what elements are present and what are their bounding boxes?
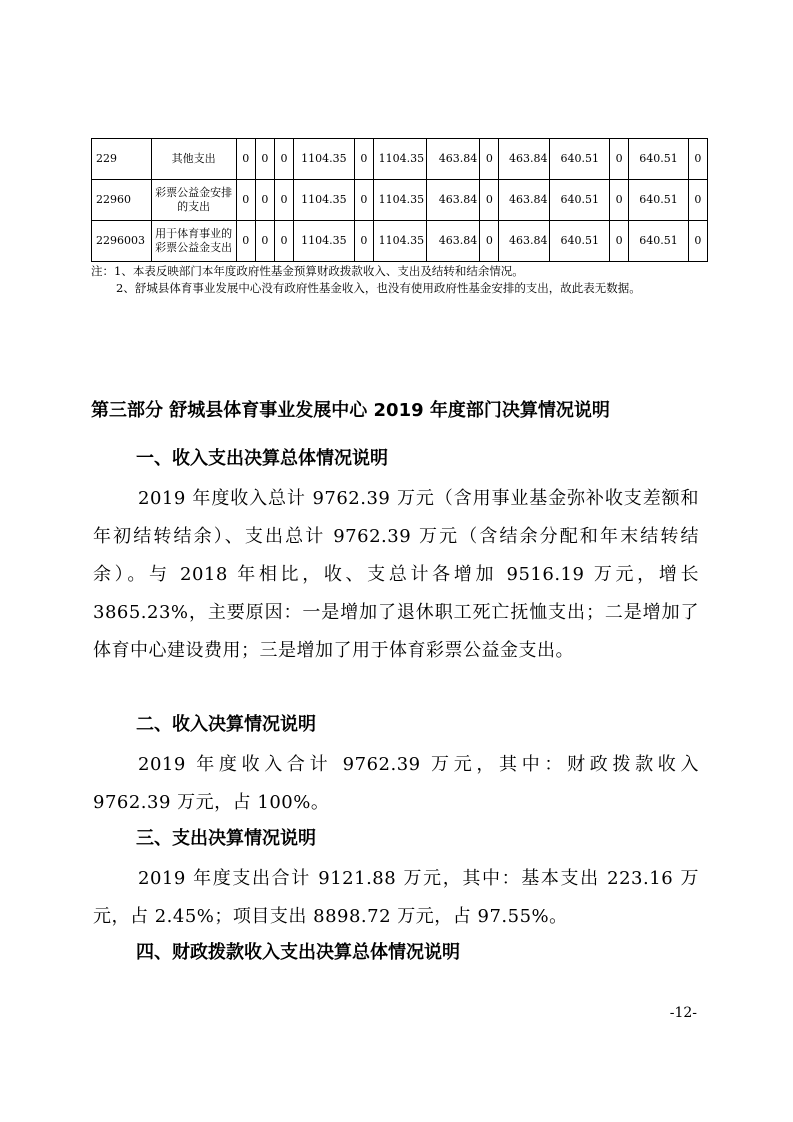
cell: 0 [480,139,499,180]
row-code: 22960 [92,180,152,221]
cell: 640.51 [550,139,610,180]
cell: 463.84 [499,221,550,262]
table-row [92,180,708,221]
cell: 1104.35 [373,221,426,262]
cell: 0 [274,139,293,180]
cell: 0 [255,139,274,180]
cell: 0 [354,139,373,180]
cell: 463.84 [499,180,550,221]
cell: 0 [610,139,629,180]
cell: 0 [610,221,629,262]
cell: 0 [255,180,274,221]
cell: 640.51 [629,180,689,221]
heading-income-expense-overview: 一、收入支出决算总体情况说明 [136,448,388,469]
paragraph-expense: 2019 年度支出合计 9121.88 万元，其中：基本支出 223.16 万元，占 2.45%；项目支出 8898.72 万元，占 97.55%。 [93,868,699,927]
cell: 640.51 [550,221,610,262]
cell: 0 [688,180,707,221]
heading-fiscal-allocation: 四、财政拨款收入支出决算总体情况说明 [136,942,460,963]
cell: 0 [688,221,707,262]
government-fund-table [91,138,708,262]
cell: 0 [236,180,255,221]
cell: 0 [274,180,293,221]
cell: 1104.35 [373,180,426,221]
cell: 463.84 [427,221,480,262]
cell: 0 [236,139,255,180]
cell: 640.51 [629,139,689,180]
cell: 0 [688,139,707,180]
cell: 0 [480,180,499,221]
table-notes [91,263,711,297]
heading-expense: 三、支出决算情况说明 [136,828,316,849]
table-row [92,139,708,180]
cell: 0 [236,221,255,262]
paragraph-income-expense-overview: 2019 年度收入总计 9762.39 万元（含用事业基金弥补收支差额和年初结转结余）、支出总计 9762.39 万元（含结余分配和年末结转结余）。与 2018 年相比，收、支总计各增加 9516.19 万元，增长 3865.23%，主要原因：一是增加了退休职工死亡抚恤支出；二是增加了体育中心建设费用；三是增加了用于体育彩票公益金支出。 [93,488,699,661]
cell: 1104.35 [294,221,355,262]
note-1: 注：1、本表反映部门本年度政府性基金预算财政拨款收入、支出及结转和结余情况。 [91,264,524,278]
table-body [92,139,708,262]
cell: 640.51 [629,221,689,262]
row-code: 2296003 [92,221,152,262]
row-name: 用于体育事业的彩票公益金支出 [151,221,236,262]
cell: 1104.35 [294,180,355,221]
paragraph-income: 2019 年度收入合计 9762.39 万元，其中：财政拨款收入 9762.39 万元，占 100%。 [93,754,699,813]
page-number: -12- [669,1005,697,1021]
note-2: 2、舒城县体育事业发展中心没有政府性基金收入，也没有使用政府性基金安排的支出，故此表无数据。 [116,281,641,295]
cell: 1104.35 [294,139,355,180]
row-code: 229 [92,139,152,180]
cell: 463.84 [427,180,480,221]
part-three-title: 第三部分 舒城县体育事业发展中心 2019 年度部门决算情况说明 [91,400,610,421]
cell: 0 [255,221,274,262]
cell: 463.84 [427,139,480,180]
cell: 1104.35 [373,139,426,180]
cell: 0 [354,221,373,262]
cell: 0 [354,180,373,221]
cell: 640.51 [550,180,610,221]
table-row [92,221,708,262]
row-name: 彩票公益金安排的支出 [151,180,236,221]
row-name: 其他支出 [151,139,236,180]
cell: 0 [480,221,499,262]
cell: 0 [610,180,629,221]
heading-income: 二、收入决算情况说明 [136,714,316,735]
cell: 463.84 [499,139,550,180]
cell: 0 [274,221,293,262]
